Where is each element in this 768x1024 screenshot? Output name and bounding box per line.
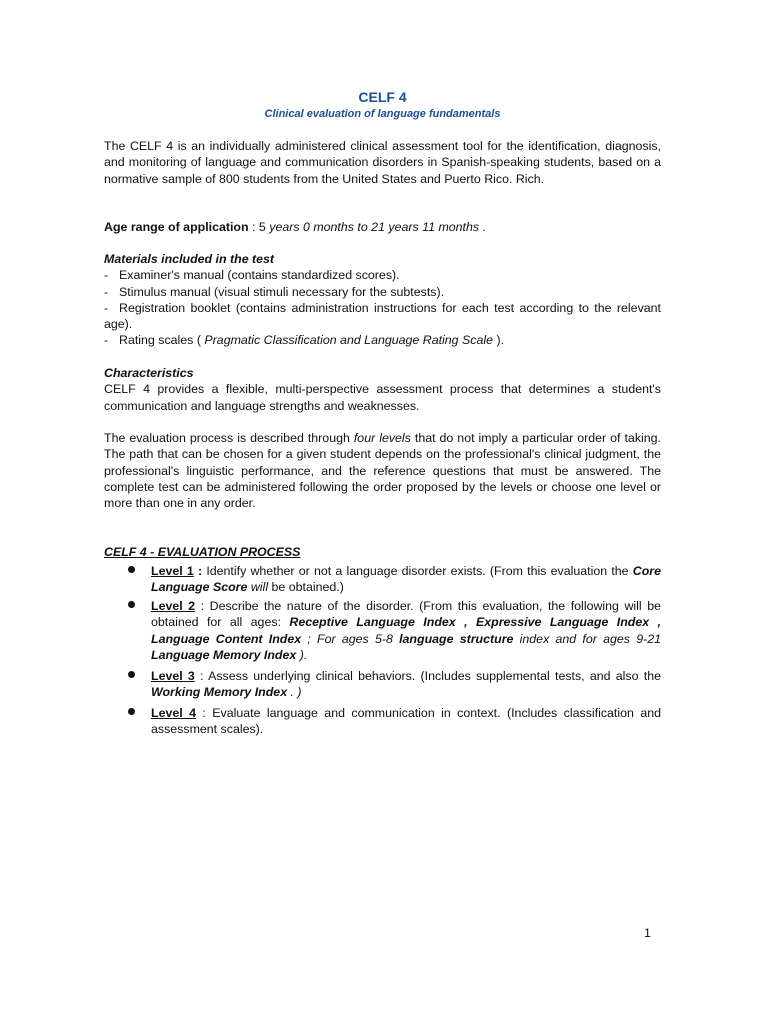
age-range-line: [104, 219, 661, 235]
level-colon: :: [195, 599, 210, 613]
core-language-score: Core Language Score: [151, 564, 661, 595]
level-end: . ): [287, 685, 302, 700]
age-range-label: Age range of application: [104, 220, 249, 234]
age-range-sep: : 5: [248, 220, 270, 234]
level-2-text: [151, 598, 661, 663]
working-memory-index: Working Memory Index: [151, 685, 288, 700]
dash-marker: -: [104, 333, 109, 348]
level-end: be obtained.): [268, 580, 344, 595]
level-italic: will: [250, 580, 269, 595]
level-label: Level 2: [151, 599, 196, 613]
level-italic: index and for ages 9-21: [513, 631, 661, 646]
materials-item-text: Stimulus manual (visual stimuli necessary for the subtests).: [119, 284, 445, 299]
rating-prefix: Rating scales (: [119, 333, 205, 348]
materials-item: [104, 284, 661, 300]
materials-section: [104, 251, 661, 349]
document-subtitle: Clinical evaluation of language fundamentals: [264, 108, 501, 120]
process-heading-text: CELF 4 - EVALUATION PROCESS: [104, 545, 301, 559]
language-memory-index: Language Memory Index: [151, 647, 297, 662]
document-title: CELF 4: [358, 89, 407, 105]
evaluation-paragraph: [104, 430, 661, 511]
level-sep: ,: [649, 615, 662, 630]
rating-scales-name: Pragmatic Classification and Language Rating Scale: [204, 333, 494, 348]
process-heading: [104, 544, 661, 560]
materials-item: [104, 267, 661, 283]
characteristics-section: [104, 365, 661, 414]
level-italic: ; For ages 5-8: [301, 631, 400, 646]
language-structure: language structure: [399, 631, 514, 646]
materials-item-text: Examiner's manual (contains standardized scores).: [119, 268, 400, 283]
level-4-text: [151, 705, 661, 738]
language-content-index: Language Content Index: [151, 631, 302, 646]
dash-marker: -: [104, 284, 109, 299]
dash-marker: -: [104, 300, 109, 315]
page-number: 1: [644, 926, 651, 940]
characteristics-text: CELF 4 provides a flexible, multi-perspective assessment process that determines a student's communication and language strengths and weaknesses.: [104, 382, 661, 413]
materials-item-text: [119, 332, 661, 348]
materials-heading: Materials included in the test: [104, 252, 275, 266]
receptive-language-index: Receptive Language Index: [289, 615, 456, 630]
level-colon: :: [193, 564, 207, 578]
level-description: Evaluate language and communication in context. (Includes classification and assessment scales).: [151, 706, 661, 737]
materials-item: [104, 300, 661, 333]
level-end: ).: [296, 647, 308, 662]
level-description: Describe the nature of the disorder. (From this evaluation, the following will be obtained for all ages:: [151, 599, 661, 630]
evaluation-text-pre: The evaluation process is described through: [104, 431, 354, 445]
level-label: Level 3: [151, 669, 195, 683]
level-sep: ,: [455, 615, 476, 630]
level-label: Level 1: [151, 564, 194, 578]
dash-marker: -: [104, 268, 109, 283]
bullet-icon: [128, 566, 135, 573]
characteristics-heading: Characteristics: [104, 366, 194, 380]
materials-item: [104, 332, 661, 348]
expressive-language-index: Expressive Language Index: [475, 615, 650, 630]
level-description: Assess underlying clinical behaviors. (Includes supplemental tests, and also the: [208, 669, 661, 683]
bullet-icon: [128, 671, 135, 678]
level-1-text: [151, 563, 661, 596]
level-label: Level 4: [151, 706, 196, 720]
rating-suffix: ).: [493, 333, 505, 348]
materials-item-text: Registration booklet (contains administration instructions for each test according to the relevant age).: [104, 300, 661, 332]
level-colon: :: [196, 706, 213, 720]
age-range-tail: .: [479, 220, 486, 234]
evaluation-four-levels: four levels: [353, 431, 411, 445]
level-description: Identify whether or not a language disorder exists. (From this evaluation the: [206, 564, 633, 578]
evaluation-text-post: that do not imply a particular order of taking. The path that can be chosen for a given student depends on the professional's clinical judgment, the professional's linguistic performance, and the reference questions that must be answered. The complete test can be administered following the order proposed by the levels or choose one level or more than one in any order.: [104, 431, 661, 511]
age-range-value: years 0 months to 21 years 11 months: [269, 220, 480, 234]
bullet-icon: [128, 601, 135, 608]
intro-paragraph: The CELF 4 is an individually administered clinical assessment tool for the identification, diagnosis, and monitoring of language and communication disorders in Spanish-speaking students, based on a normative sample of 800 students from the United States and Puerto Rico. Rich.: [104, 139, 661, 186]
bullet-icon: [128, 708, 135, 715]
level-3-text: [151, 668, 661, 701]
level-colon: :: [194, 669, 209, 683]
